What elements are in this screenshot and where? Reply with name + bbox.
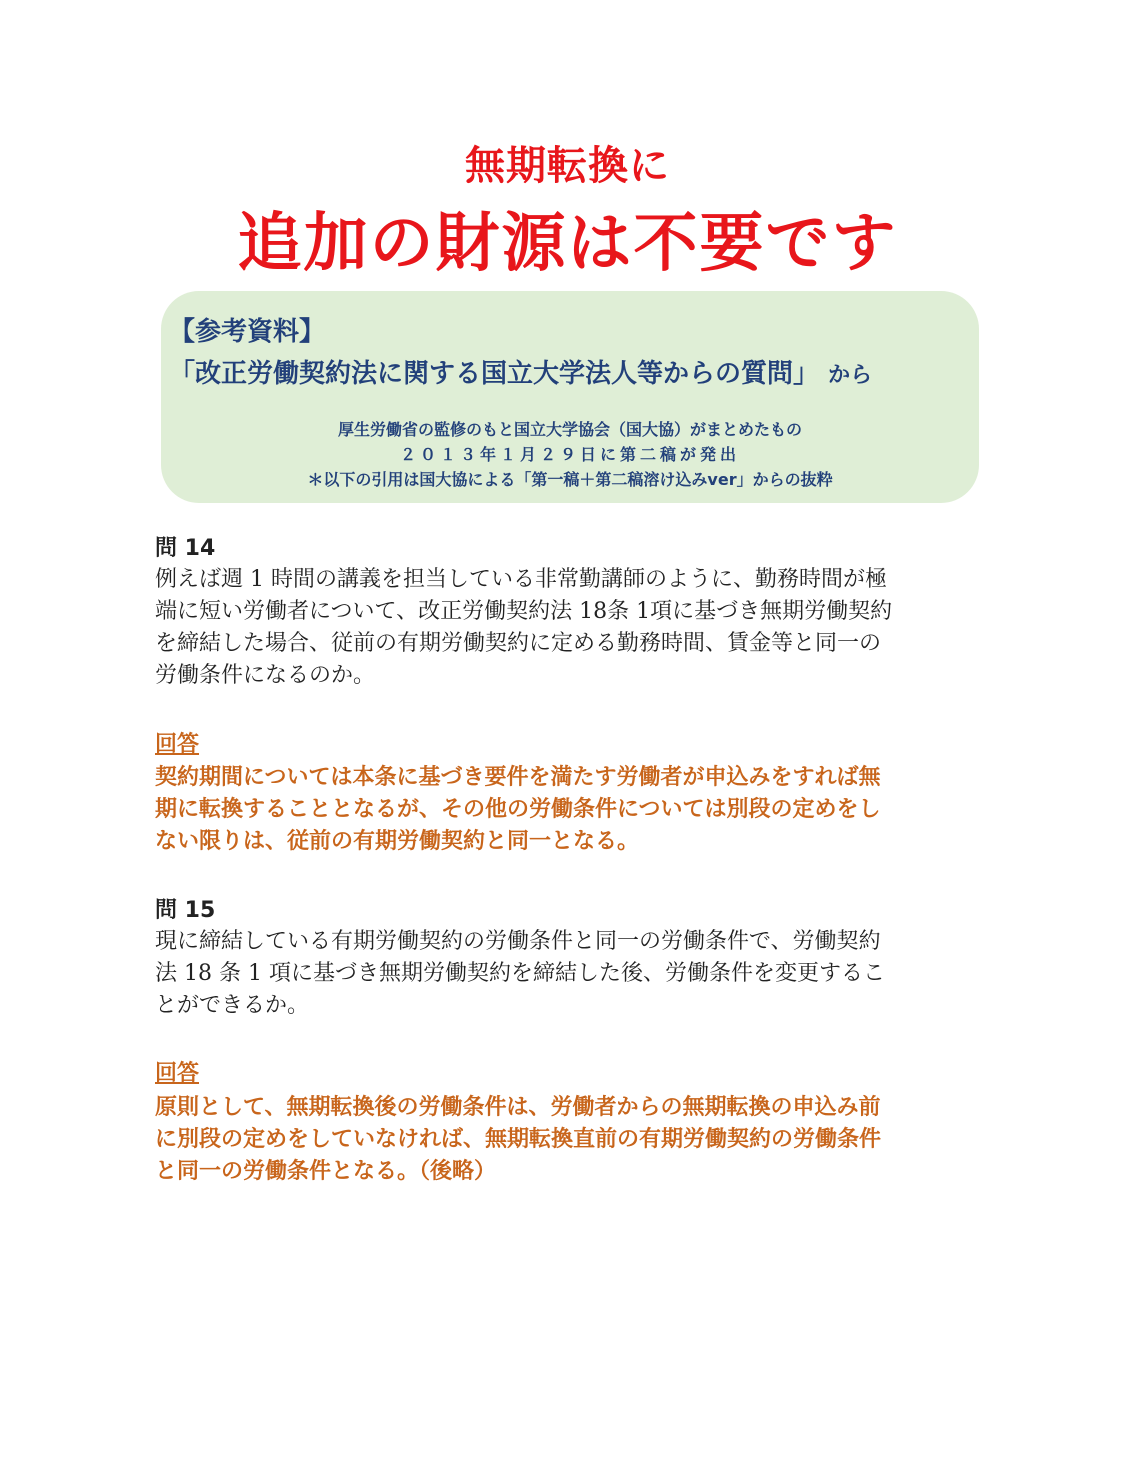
reference-subtitle-suffix: から bbox=[828, 363, 873, 388]
question-line: 例えば週 1 時間の講義を担当している非常勤講師のように、勤務時間が極 bbox=[155, 567, 887, 592]
reference-note: ＊以下の引用は国大協による「第一稿＋第二稿溶け込みver」からの抜粋 bbox=[307, 470, 833, 489]
reference-note: 厚生労働省の監修のもと国立大学協会（国大協）がまとめたもの bbox=[337, 420, 802, 439]
question-line: を締結した場合、従前の有期労働契約に定める勤務時間、賃金等と同一の bbox=[155, 631, 882, 656]
question-line: 法 18 条 1 項に基づき無期労働契約を締結した後、労働条件を変更するこ bbox=[155, 961, 885, 986]
question-label: 問 14 bbox=[155, 536, 216, 561]
answer-line: 原則として、無期転換後の労働条件は、労働者からの無期転換の申込み前 bbox=[155, 1095, 881, 1120]
answer-line: に別段の定めをしていなければ、無期転換直前の有期労働契約の労働条件 bbox=[155, 1127, 882, 1152]
answer-label: 回答 bbox=[155, 732, 200, 757]
answer-text bbox=[155, 762, 975, 858]
question-line: とができるか。 bbox=[155, 993, 310, 1018]
page-title-line1: 無期転換に bbox=[465, 143, 670, 189]
reference-heading: 【参考資料】 bbox=[169, 317, 326, 347]
question-text bbox=[155, 926, 975, 1022]
question-line: 労働条件になるのか。 bbox=[155, 663, 376, 688]
answer-line: 契約期間については本条に基づき要件を満たす労働者が申込みをすれば無 bbox=[155, 765, 881, 790]
answer-line: ない限りは、従前の有期労働契約と同一となる。 bbox=[155, 829, 640, 854]
reference-subtitle bbox=[169, 353, 872, 390]
answer-line: と同一の労働条件となる。（後略） bbox=[155, 1159, 497, 1184]
reference-subtitle-text: 「改正労働契約法に関する国立大学法人等からの質問」 bbox=[169, 359, 820, 389]
question-line: 端に短い労働者について、改正労働契約法 18条 1項に基づき無期労働契約 bbox=[155, 599, 893, 624]
question-label: 問 15 bbox=[155, 898, 216, 923]
question-line: 現に締結している有期労働契約の労働条件と同一の労働条件で、労働契約 bbox=[155, 929, 881, 954]
page-title-line2: 追加の財源は不要です bbox=[237, 207, 898, 281]
answer-line: 期に転換することとなるが、その他の労働条件については別段の定めをし bbox=[155, 797, 881, 822]
answer-label: 回答 bbox=[155, 1061, 200, 1086]
reference-box bbox=[161, 291, 979, 503]
reference-note: ２０１３年１月２９日に第二稿が発出 bbox=[399, 445, 740, 464]
question-text bbox=[155, 564, 975, 692]
answer-text bbox=[155, 1092, 975, 1188]
